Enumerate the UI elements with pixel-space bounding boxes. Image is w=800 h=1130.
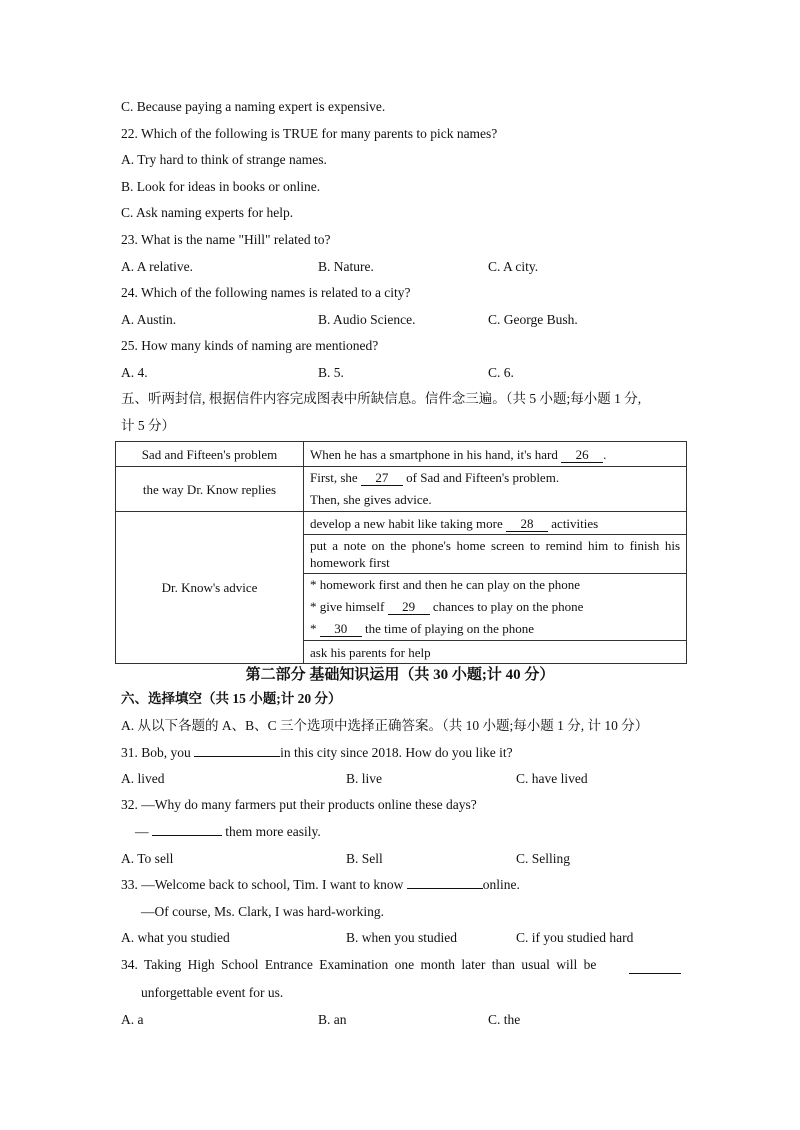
q34-line2: unforgettable event for us.	[141, 985, 284, 1000]
reply-line-1	[310, 467, 680, 489]
q33-option-a: A. what you studied	[121, 930, 230, 945]
q24-option-b: B. Audio Science.	[318, 312, 416, 327]
q33-stem-post: online.	[482, 877, 520, 892]
q32-option-c: C. Selling	[516, 851, 571, 866]
listening-info-table	[115, 441, 687, 664]
q32-answer-post: them more easily.	[221, 824, 321, 839]
blank-27[interactable]: 27	[361, 470, 403, 486]
q25-option-c: C. 6.	[488, 365, 514, 380]
q31-option-c: C. have lived	[516, 771, 588, 786]
advice-habit	[304, 512, 687, 535]
q31-stem-post: in this city since 2018. How do you like it?	[280, 745, 513, 760]
q31-stem	[121, 744, 513, 762]
q33-option-c: C. if you studied hard	[516, 930, 634, 945]
q31-option-b: B. live	[346, 771, 382, 786]
reply-line-2: Then, she gives advice.	[310, 492, 432, 507]
q22-option-b: B. Look for ideas in books or online.	[121, 179, 321, 194]
q34-option-a: A. a	[121, 1012, 144, 1027]
table-label-advice: Dr. Know's advice	[116, 512, 304, 664]
advice-rule-2-post: chances to play on the phone	[429, 599, 584, 614]
q22-option-c: C. Ask naming experts for help.	[121, 205, 294, 220]
advice-rule-1: * homework first and then he can play on the phone	[310, 577, 581, 592]
q22-option-a: A. Try hard to think of strange names.	[121, 152, 327, 167]
reply-line-1-post: of Sad and Fifteen's problem.	[402, 470, 560, 485]
q23-option-b: B. Nature.	[318, 259, 374, 274]
q23-stem: 23. What is the name "Hill" related to?	[121, 232, 331, 247]
q31-stem-pre: 31. Bob, you	[121, 745, 195, 760]
q33-stem-pre: 33. —Welcome back to school, Tim. I want to know	[121, 877, 407, 892]
q31-option-a: A. lived	[121, 771, 165, 786]
reply-line-1-pre: First, she	[310, 470, 361, 485]
table-row-problem	[116, 442, 687, 467]
blank-29[interactable]: 29	[388, 599, 430, 615]
q32-option-b: B. Sell	[346, 851, 383, 866]
q24-option-a: A. Austin.	[121, 312, 177, 327]
advice-rule-3-pre: *	[310, 621, 320, 636]
advice-parents: ask his parents for help	[304, 641, 687, 664]
advice-rule-3-post: the time of playing on the phone	[361, 621, 534, 636]
advice-note: put a note on the phone's home screen to remind him to finish his homework first	[304, 535, 687, 574]
q24-option-c: C. George Bush.	[488, 312, 578, 327]
q25-stem: 25. How many kinds of naming are mentioned?	[121, 338, 379, 353]
advice-rule-2-pre: * give himself	[310, 599, 388, 614]
blank-26[interactable]: 26	[561, 447, 603, 463]
advice-rules	[304, 574, 687, 641]
section6-title: 六、选择填空（共 15 小题;计 20 分）	[121, 691, 342, 706]
table-row-reply	[116, 467, 687, 512]
table-label-problem: Sad and Fifteen's problem	[116, 442, 304, 467]
section5-instruction-line1: 五、听两封信, 根据信件内容完成图表中所缺信息。信件念三遍。（共 5 小题;每小题 1 分,	[121, 391, 642, 406]
problem-text-pre: When he has a smartphone in his hand, it's hard	[310, 446, 562, 462]
q32-stem: 32. —Why do many farmers put their products online these days?	[121, 797, 477, 812]
q33-blank[interactable]	[407, 888, 483, 889]
q34-blank[interactable]	[629, 956, 681, 974]
q34-stem-pre: 34. Taking High School Entrance Examination one month later than usual will be	[121, 957, 597, 972]
advice-habit-pre: develop a new habit like taking more	[310, 515, 507, 531]
q34-option-b: B. an	[318, 1012, 347, 1027]
q23-option-a: A. A relative.	[121, 259, 193, 274]
advice-rule-3	[310, 618, 680, 640]
q32-answer-pre: —	[135, 824, 152, 839]
blank-28[interactable]: 28	[506, 516, 548, 532]
q32-blank[interactable]	[152, 835, 222, 836]
q32-option-a: A. To sell	[121, 851, 174, 866]
advice-habit-post: activities	[548, 515, 599, 531]
advice-rule-2	[310, 596, 680, 618]
q25-option-b: B. 5.	[318, 365, 344, 380]
section5-instruction-line2: 计 5 分）	[121, 418, 175, 433]
section6-sub-a: A. 从以下各题的 A、B、C 三个选项中选择正确答案。（共 10 小题;每小题 1 分, 计 10 分）	[121, 718, 649, 733]
q21-option-c: C. Because paying a naming expert is expensive.	[121, 99, 386, 114]
q22-stem: 22. Which of the following is TRUE for many parents to pick names?	[121, 126, 498, 141]
q34-option-c: C. the	[488, 1012, 521, 1027]
table-cell-problem	[304, 442, 687, 467]
problem-text-post: .	[603, 446, 607, 462]
q33-stem	[121, 876, 520, 894]
q23-option-c: C. A city.	[488, 259, 539, 274]
q24-stem: 24. Which of the following names is related to a city?	[121, 285, 411, 300]
q34-stem	[121, 956, 681, 974]
table-cell-reply	[304, 467, 687, 512]
q31-blank[interactable]	[194, 756, 280, 757]
part2-title: 第二部分 基础知识运用（共 30 小题;计 40 分）	[245, 667, 555, 683]
q25-option-a: A. 4.	[121, 365, 148, 380]
q33-option-b: B. when you studied	[346, 930, 457, 945]
table-label-reply: the way Dr. Know replies	[116, 467, 304, 512]
q32-answer-line	[135, 823, 321, 841]
blank-30[interactable]: 30	[320, 621, 362, 637]
q33-line2: —Of course, Ms. Clark, I was hard-working.	[141, 904, 384, 919]
table-row-advice-a	[116, 512, 687, 535]
